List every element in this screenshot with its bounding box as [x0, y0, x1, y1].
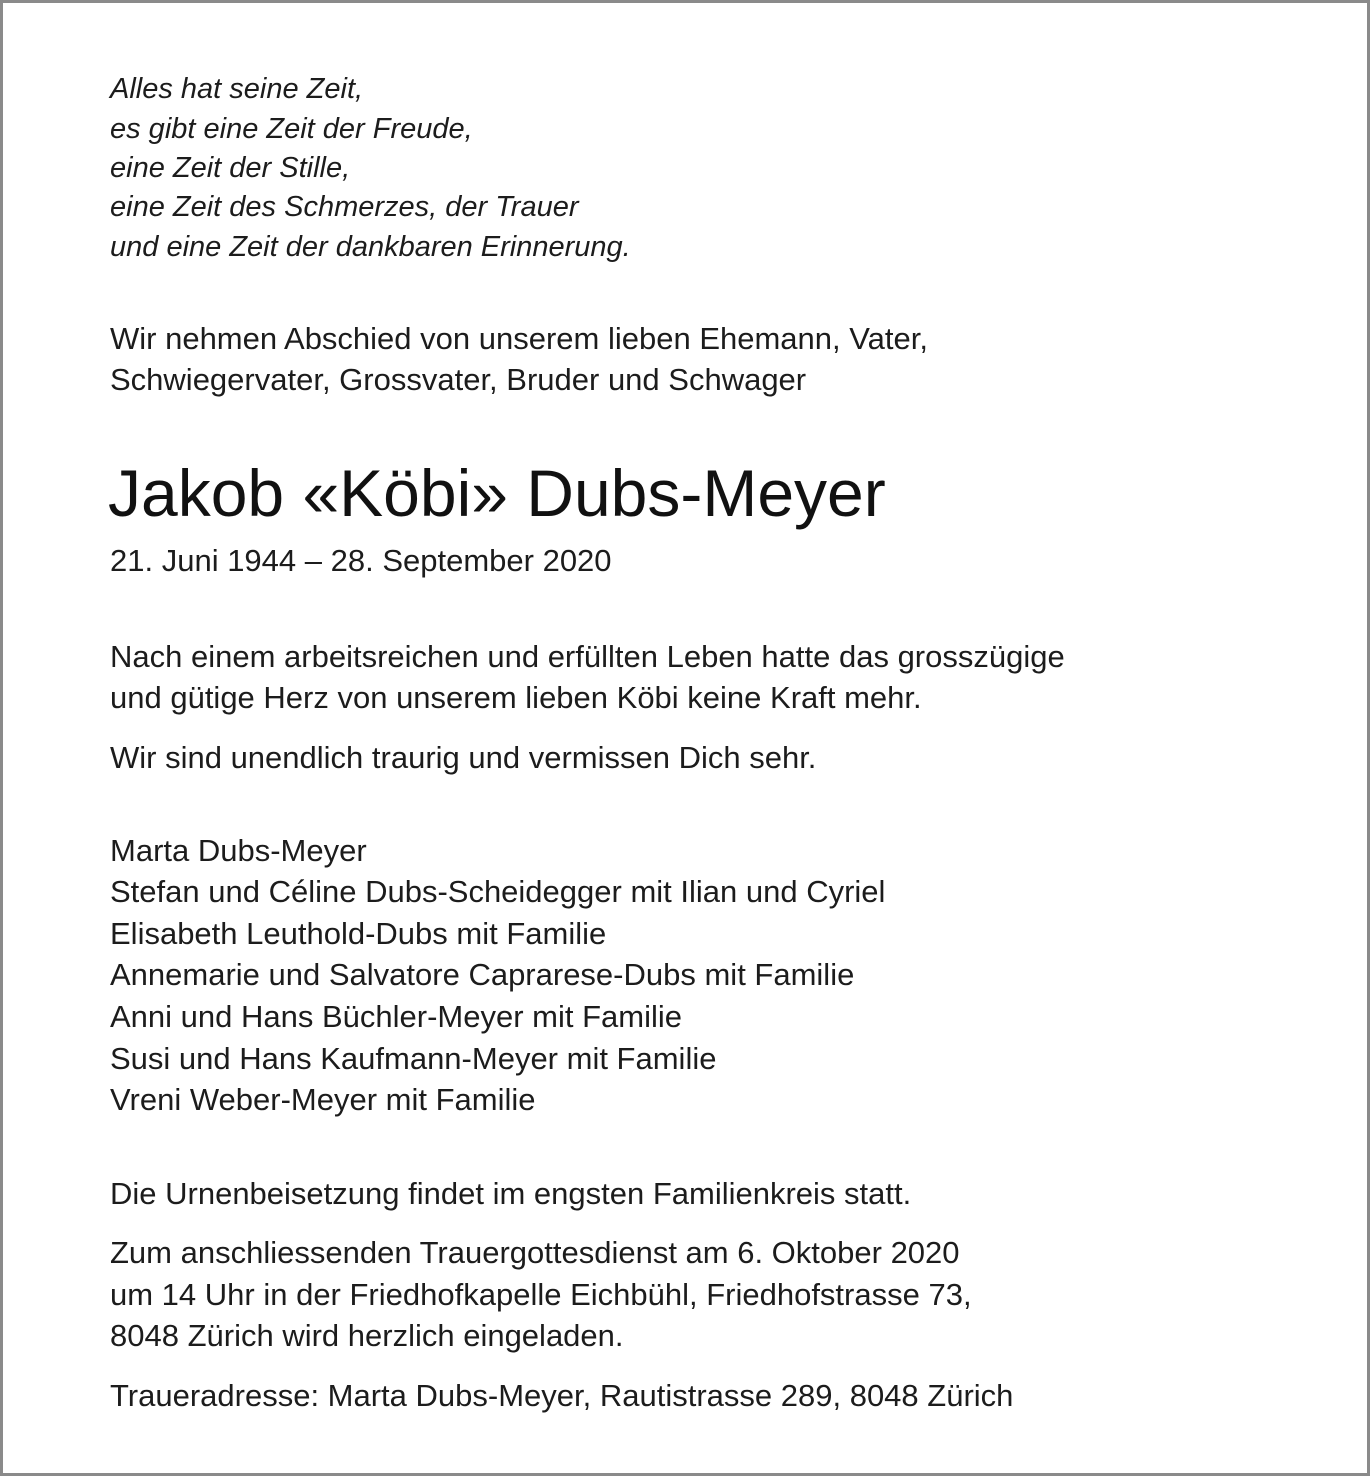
tribute-line: Nach einem arbeitsreichen und erfüllten Leben hatte das grosszügige: [110, 639, 1065, 674]
mourner-name: Stefan und Céline Dubs-Scheidegger mit Ilian und Cyriel: [110, 874, 886, 909]
sorrow-text: Wir sind unendlich traurig und vermissen Dich sehr.: [110, 740, 817, 775]
deceased-name: Jakob «Köbi» Dubs-Meyer: [108, 456, 886, 530]
tribute-line: und gütige Herz von unserem lieben Köbi keine Kraft mehr.: [110, 680, 922, 715]
poem-line: und eine Zeit der dankbaren Erinnerung.: [110, 231, 631, 263]
poem-line: es gibt eine Zeit der Freude,: [110, 113, 473, 145]
mourner-name: Marta Dubs-Meyer: [110, 833, 367, 868]
mourner-name: Annemarie und Salvatore Caprarese-Dubs mit Familie: [110, 957, 855, 992]
poem-line: eine Zeit der Stille,: [110, 152, 351, 184]
mourner-name: Vreni Weber-Meyer mit Familie: [110, 1082, 536, 1117]
intro-line: Wir nehmen Abschied von unserem lieben Ehemann, Vater,: [110, 321, 928, 356]
poem-line: eine Zeit des Schmerzes, der Trauer: [110, 191, 579, 223]
mourner-name: Anni und Hans Büchler-Meyer mit Familie: [110, 999, 682, 1034]
service-line: um 14 Uhr in der Friedhofkapelle Eichbühl, Friedhofstrasse 73,: [110, 1277, 972, 1312]
service-line: 8048 Zürich wird herzlich eingeladen.: [110, 1318, 624, 1353]
mourner-name: Elisabeth Leuthold-Dubs mit Familie: [110, 916, 607, 951]
poem-line: Alles hat seine Zeit,: [110, 73, 364, 105]
life-dates: 21. Juni 1944 – 28. September 2020: [110, 543, 612, 578]
service-line: Zum anschliessenden Trauergottesdienst am 6. Oktober 2020: [110, 1235, 960, 1270]
mourner-name: Susi und Hans Kaufmann-Meyer mit Familie: [110, 1041, 717, 1076]
mourning-address: Traueradresse: Marta Dubs-Meyer, Rautistrasse 289, 8048 Zürich: [110, 1378, 1014, 1413]
burial-notice: Die Urnenbeisetzung findet im engsten Familienkreis statt.: [110, 1176, 912, 1211]
intro-line: Schwiegervater, Grossvater, Bruder und Schwager: [110, 362, 807, 397]
